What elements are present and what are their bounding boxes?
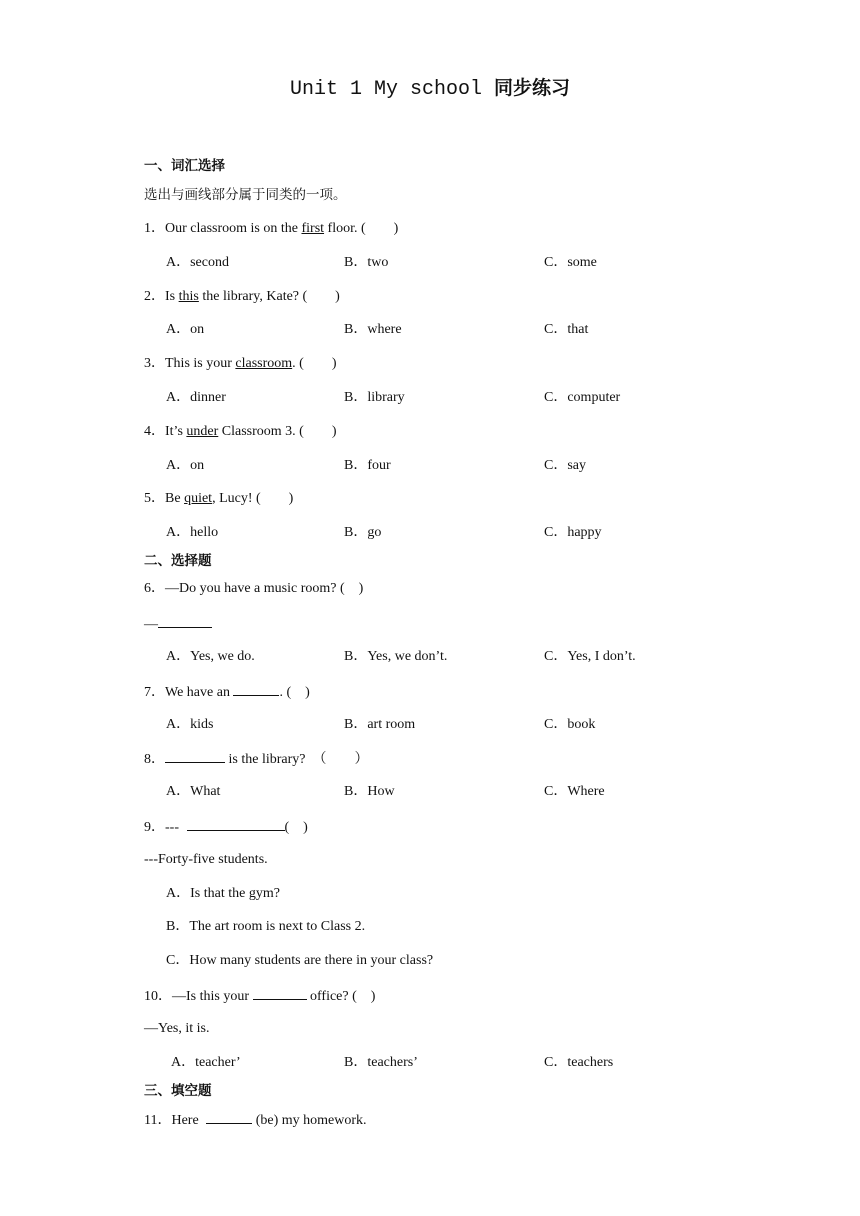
q6-answer-line: [144, 613, 212, 635]
q4-text-post: Classroom 3. ( ): [218, 424, 337, 439]
q4-underlined: under: [186, 424, 219, 439]
q3-option-c[interactable]: C．computer: [544, 390, 621, 405]
section-1-instruction: 选出与画线部分属于同类的一项。: [144, 187, 347, 203]
q10-text-post: office? ( ): [306, 989, 376, 1004]
title-cjk: 同步练习: [494, 77, 571, 99]
q5-option-a[interactable]: A．hello: [166, 525, 219, 540]
section-3-heading: 三、填空题: [144, 1083, 212, 1099]
question-6: 6．—Do you have a music room? ( ): [144, 581, 364, 596]
q9-text-post: ( ): [284, 820, 308, 835]
q3-text-pre: 3．This is your: [144, 356, 236, 371]
q9-reply: ---Forty-five students.: [144, 852, 268, 867]
q9-option-a[interactable]: A．Is that the gym?: [166, 886, 280, 901]
q8-option-c[interactable]: C．Where: [544, 784, 605, 799]
q10-text-pre: 10．—Is this your: [144, 989, 253, 1004]
q7-text-post: . ( ): [279, 685, 310, 700]
q1-text-post: floor. ( ): [324, 221, 399, 236]
q6-option-b[interactable]: B．Yes, we don’t.: [344, 649, 448, 664]
question-11: [144, 1109, 367, 1131]
question-3: [144, 354, 336, 374]
q11-text-pre: 11．Here: [144, 1113, 203, 1128]
q2-option-a[interactable]: A．on: [166, 322, 205, 337]
question-1: [144, 219, 398, 239]
q7-option-c[interactable]: C．book: [544, 717, 596, 732]
q7-text-pre: 7．We have an: [144, 685, 234, 700]
q8-blank[interactable]: [165, 748, 225, 763]
q1-underlined: first: [301, 221, 325, 236]
q2-underlined: this: [178, 289, 199, 304]
q8-option-a[interactable]: A．What: [166, 784, 221, 799]
q4-option-b[interactable]: B．four: [344, 458, 391, 473]
question-2: [144, 287, 340, 307]
q10-option-c[interactable]: C．teachers: [544, 1055, 614, 1070]
q2-option-b[interactable]: B．where: [344, 322, 402, 337]
q5-text-pre: 5．Be: [144, 491, 185, 506]
section-2-heading: 二、选择题: [144, 553, 212, 569]
q8-number: 8．: [144, 752, 165, 767]
q10-reply: —Yes, it is.: [144, 1021, 210, 1036]
q1-option-a[interactable]: A．second: [166, 255, 229, 270]
q6-blank[interactable]: [158, 613, 212, 628]
q2-text-pre: 2．Is: [144, 289, 179, 304]
q5-underlined: quiet: [184, 491, 213, 506]
q5-option-b[interactable]: B．go: [344, 525, 382, 540]
question-7: [144, 681, 310, 703]
q9-option-c[interactable]: C．How many students are there in your class?: [166, 953, 434, 968]
q6-option-c[interactable]: C．Yes, I don’t.: [544, 649, 636, 664]
q2-text-post: the library, Kate? ( ): [198, 289, 340, 304]
q1-option-b[interactable]: B．two: [344, 255, 389, 270]
q8-text-post: is the library? （ ）: [225, 752, 369, 767]
q11-text-post: (be) my homework.: [252, 1113, 367, 1128]
q4-option-a[interactable]: A．on: [166, 458, 205, 473]
q11-blank[interactable]: [206, 1109, 252, 1124]
q8-option-b[interactable]: B．How: [344, 784, 395, 799]
section-1-heading: 一、词汇选择: [144, 158, 225, 174]
q9-blank[interactable]: [187, 816, 285, 831]
q6-option-a[interactable]: A．Yes, we do.: [166, 649, 255, 664]
question-8: [144, 748, 368, 770]
q5-option-c[interactable]: C．happy: [544, 525, 602, 540]
q6-dash: —: [144, 617, 158, 632]
q7-option-a[interactable]: A．kids: [166, 717, 214, 732]
q4-option-c[interactable]: C．say: [544, 458, 586, 473]
q7-option-b[interactable]: B．art room: [344, 717, 416, 732]
q1-text-pre: 1．Our classroom is on the: [144, 221, 302, 236]
q5-text-post: , Lucy! ( ): [212, 491, 294, 506]
title-latin: Unit 1 My school: [289, 78, 482, 101]
q3-option-a[interactable]: A．dinner: [166, 390, 226, 405]
question-9: [144, 816, 308, 838]
q3-underlined: classroom: [235, 356, 293, 371]
question-4: [144, 422, 337, 442]
q2-option-c[interactable]: C．that: [544, 322, 589, 337]
question-10: [144, 985, 375, 1007]
q10-option-a[interactable]: A．teacher’: [171, 1055, 241, 1070]
q3-option-b[interactable]: B．library: [344, 390, 405, 405]
q9-option-b[interactable]: B．The art room is next to Class 2.: [166, 919, 366, 934]
page-title: [0, 74, 860, 104]
q9-text-pre: 9．---: [144, 820, 183, 835]
q1-option-c[interactable]: C．some: [544, 255, 597, 270]
q10-option-b[interactable]: B．teachers’: [344, 1055, 418, 1070]
question-5: [144, 489, 293, 509]
q7-blank[interactable]: [233, 681, 279, 696]
q10-blank[interactable]: [253, 985, 307, 1000]
q3-text-post: . ( ): [292, 356, 337, 371]
q4-text-pre: 4．It’s: [144, 424, 187, 439]
